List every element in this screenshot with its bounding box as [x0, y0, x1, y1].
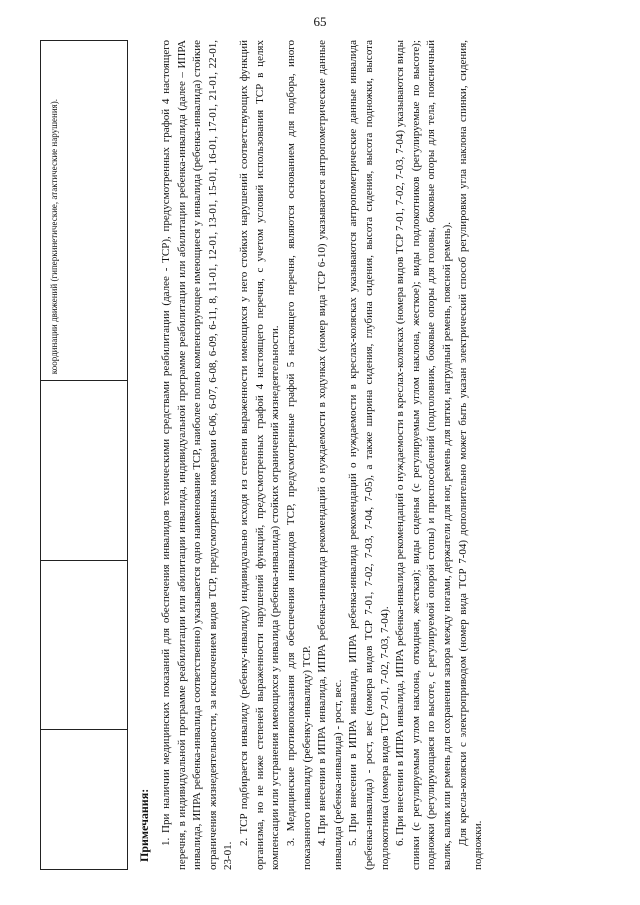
note-4: 4. При внесении в ИПРА инвалида, ИПРА ребенка-инвалида рекомендаций о нуждаемости в ходунках (номер вида ТСР 6-10) указываются антропометрические данные инвалида (ребенка-инвалида) - рост, вес.: [316, 40, 344, 870]
table-cell-2: [41, 560, 127, 730]
note-6: 6. При внесении в ИПРА инвалида, ИПРА ребенка-инвалида рекомендаций о нуждаемости в креслах-колясках (номера видов ТСР 7-01, 7-02, 7-03, 7-04) указываются виды спинки (с регулируемым углом наклона, откидная, жесткая); виды сиденья (с регулируемым углом наклона, жесткое); виды подлокотников (регулируемые по высоте); подножки (регулирующаяся по высоте, с регулируемой опорой стопы) и приспособлений (подголовник, боковые опоры для головы, боковые опоры для тела, поясничный валик, валик или ремень для сохранения зазора между ногами, держатели для ног, ремень для пятки, нагрудный ремень, поясной ремень).: [394, 40, 453, 870]
rotated-page-content: [40, 40, 610, 870]
note-5: 5. При внесении в ИПРА инвалида, ИПРА ребенка-инвалида рекомендаций о нуждаемости в креслах-колясках указываются антропометрические данные инвалида (ребенка-инвалида) - рост, вес (номера видов ТСР 7-01, 7-02, 7-03, 7-04, 7-05), а также ширина сидения, глубина сидения, высота сидения, высота подножки, высота подлокотника (номера видов ТСР 7-01, 7-02, 7-03, 7-04).: [347, 40, 391, 870]
table-row: [40, 40, 128, 870]
table-cell-1: [41, 729, 127, 869]
note-2: 2. ТСР подбирается инвалиду (ребенку-инвалиду) индивидуально исходя из степени выраженности имеющихся у него стойких нарушений соответствующих функций организма, но не ниже степеней выраженности нарушений функций, предусмотренных графой 4 настоящего перечня, с учетом условий использования ТСР в целях компенсации или устранения имеющихся у инвалида (ребенка-инвалида) стойких ограничений жизнедеятельности.: [238, 40, 282, 870]
table-cell-3: [41, 380, 127, 560]
table-cell-text: координации движений (гиперкинетические, атактические нарушения).: [49, 98, 59, 375]
note-6-addendum: Для кресла-коляски с электроприводом (номер вида ТСР 7-04) дополнительно может быть указан электрический способ регулировки угла наклона спинки, сидения, подножки.: [456, 40, 485, 870]
notes-section: [136, 40, 487, 870]
notes-title: Примечания:: [137, 788, 151, 862]
note-1: 1. При наличии медицинских показаний для обеспечения инвалидов техническими средствами реабилитации (далее - ТСР), предусмотренных графой 4 настоящего перечня, в индивидуальной программе реабилитации или абилитации инвалида, индивидуальной программе реабилитации или абилитации ребенка-инвалида (далее – ИПРА инвалида, ИПРА ребенка-инвалида соответственно) указывается одно наименование ТСР, наиболее полно компенсирующее имеющиеся у инвалида (ребенка-инвалида) стойкие ограничения жизнедеятельности, за исключением видов ТСР, предусмотренных номерами 6-06, 6-07, 6-08, 6-09, 6-11, 8, 11-01, 12-01, 13-01, 15-01, 16-01, 17-01, 21-01, 22-01, 23-01.: [160, 40, 235, 870]
note-3: 3. Медицинские противопоказания для обеспечения инвалидов ТСР, предусмотренные графой 5 настоящего перечня, являются основанием для подбора, иного показанного инвалиду (ребенку-инвалиду) ТСР.: [284, 40, 313, 870]
page-number: 65: [313, 14, 327, 29]
